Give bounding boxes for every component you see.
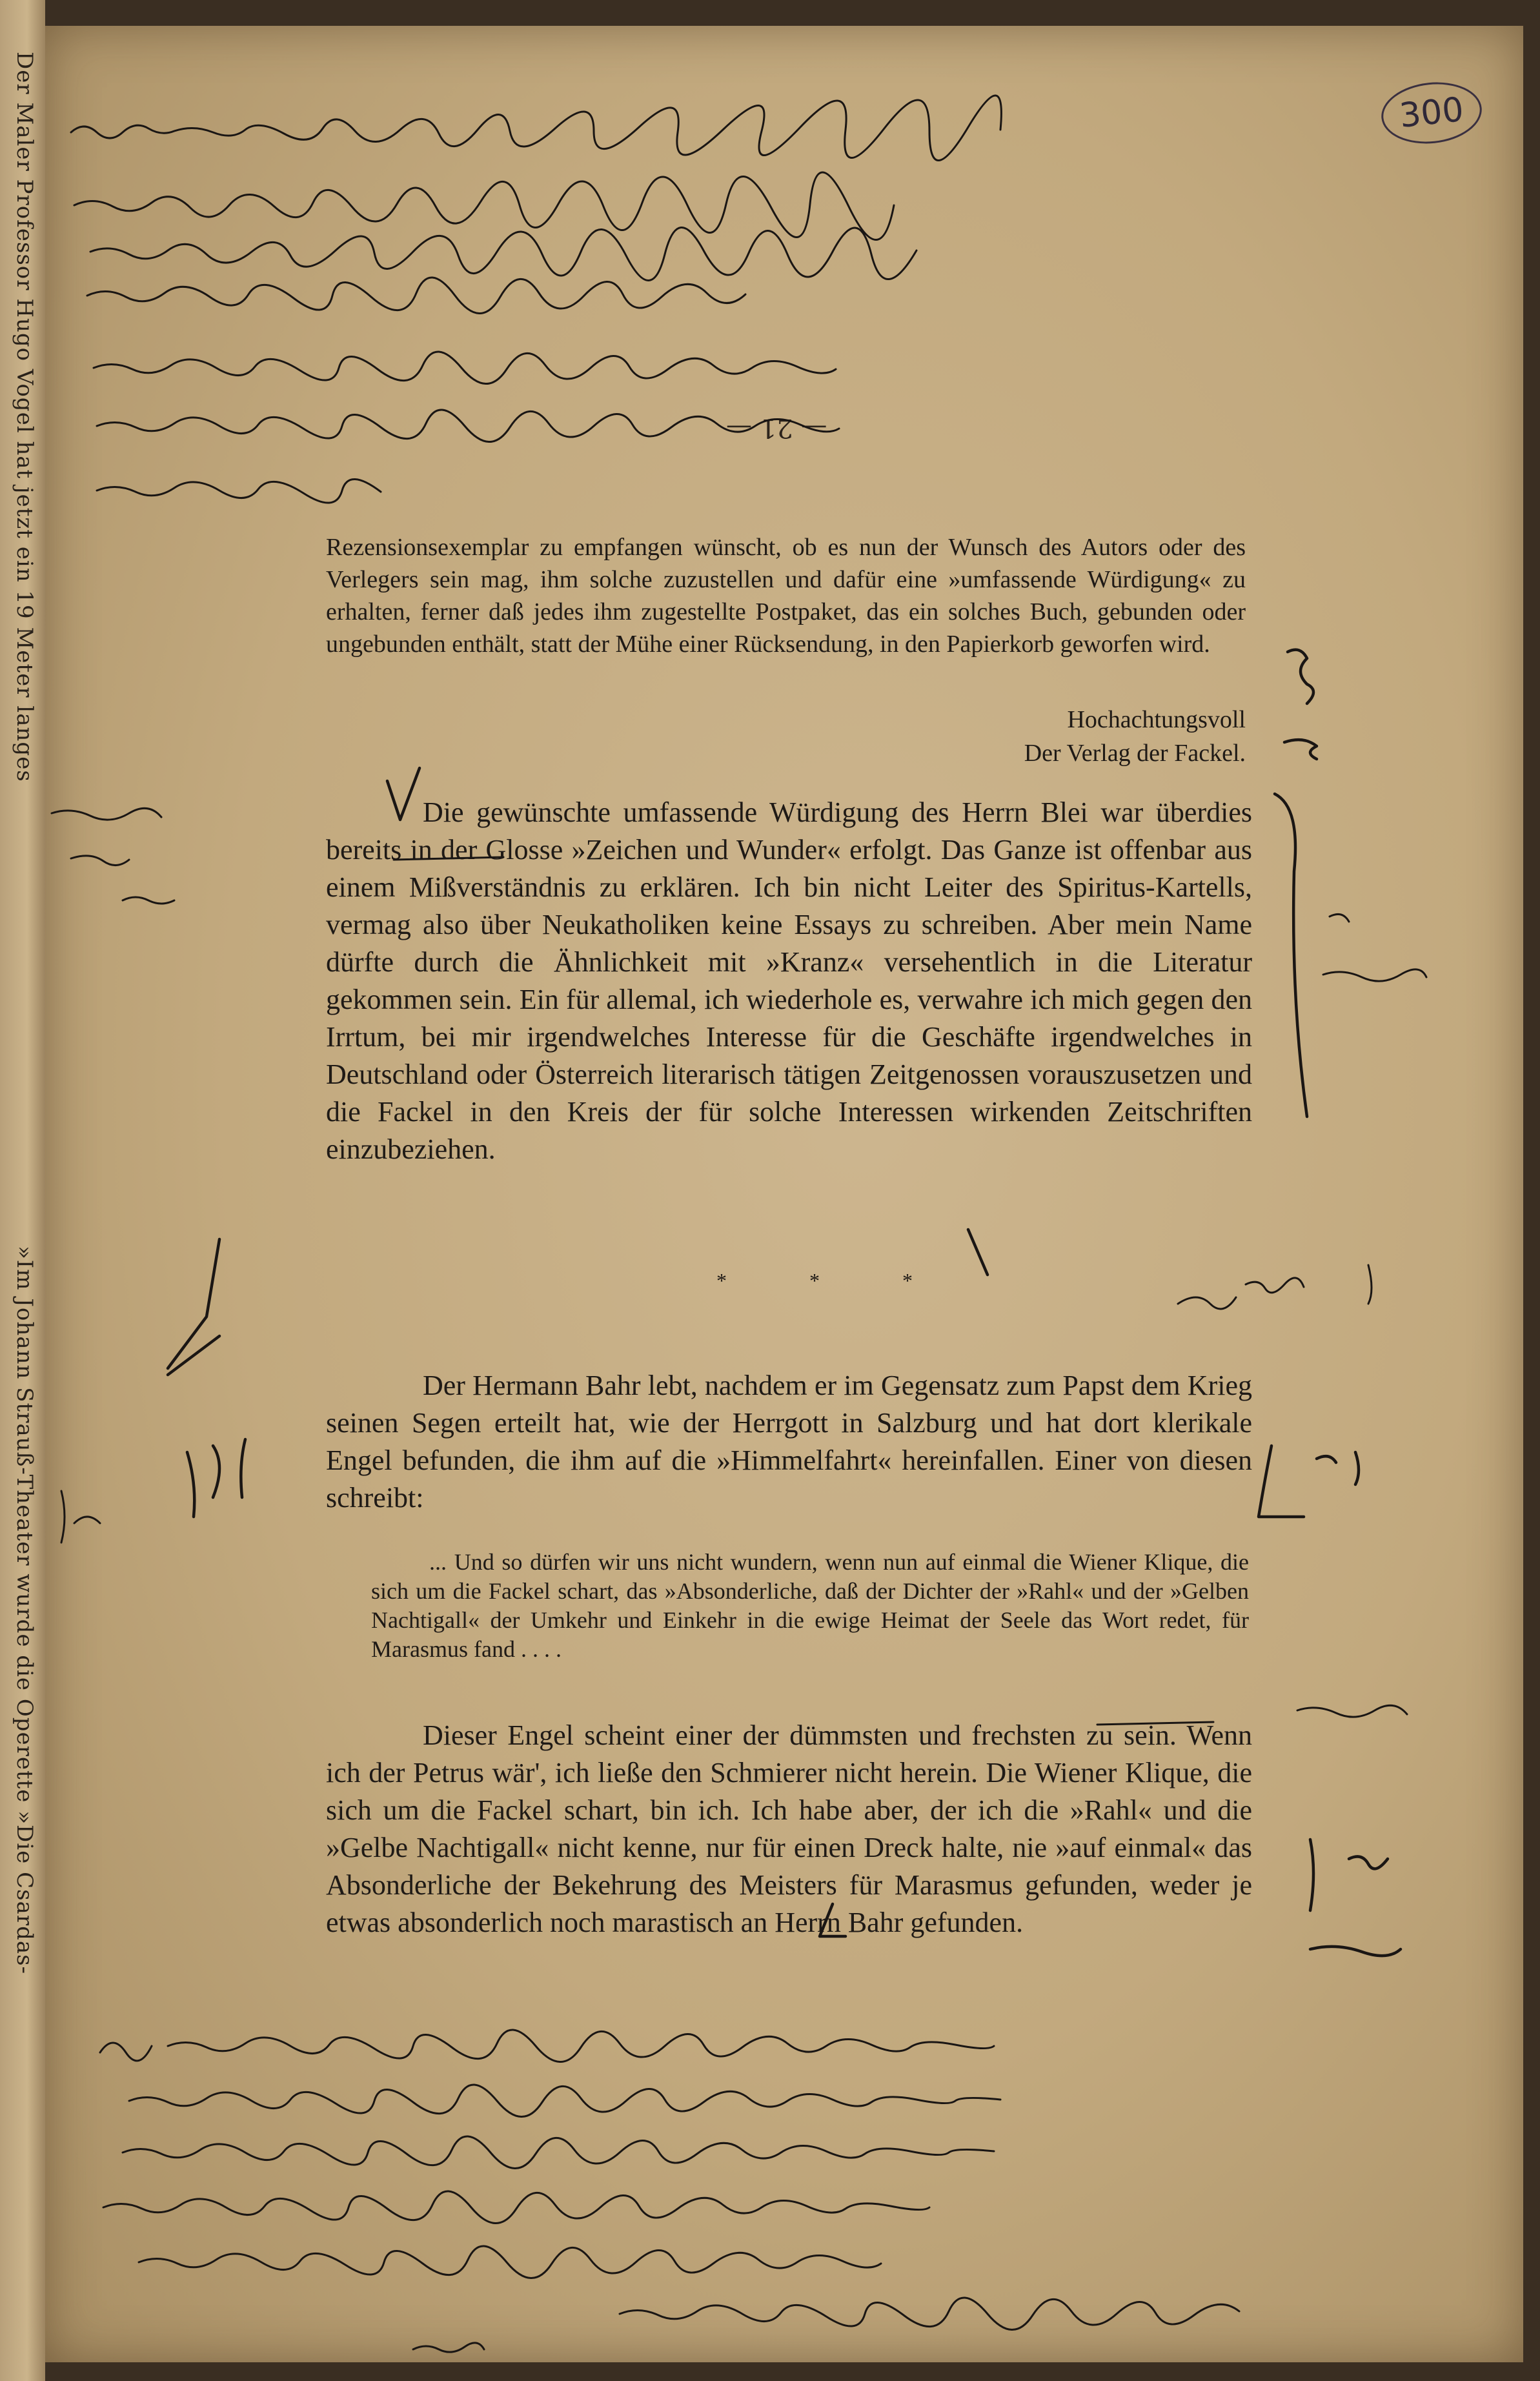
spine-text-top: Der Maler Professor Hugo Vogel hat jetzt ein 19 Meter langes	[12, 52, 37, 782]
paragraph-engel: Dieser Engel scheint einer der dümmsten und frechsten zu sein. Wenn ich der Petrus wär', ich ließe den Schmierer nicht herein. Die Wiener Klique, die sich um die Fackel schart, bin ich. Ich habe aber, der ich die »Rahl« und die »Gelbe Nachtigall« nicht kenne, nur für einen Dreck halte, nie »auf einmal« das Absonderliche der Bekehrung des Meisters für Marasmus gefunden, weder je etwas absonderlich noch marastisch an Herrn Bahr gefunden.	[326, 1719, 1252, 1938]
document-page	[45, 26, 1523, 2362]
spine-text-bottom: »Im Johann Strauß-Theater wurde die Operette »Die Csardas-	[12, 1246, 37, 1975]
signature-greeting: Hochachtungsvoll	[1067, 706, 1246, 733]
section-divider-stars: * * *	[716, 1269, 951, 1292]
paragraph-wuerdigung: Die gewünschte umfassende Würdigung des Herrn Blei war überdies bereits in der Glosse »Zeichen und Wunder« erfolgt. Das Ganze ist offenbar aus einem Mißverständnis zu erklären. Ich bin nicht Leiter des Spiritus-Kartells, vermag also über Neukatholiken keine Essays zu schreiben. Aber mein Name dürfte durch die Ähnlichkeit mit »Kranz« versehentlich in die Literatur gekommen sein. Ein für allemal, ich wiederhole es, verwahre ich mich gegen den Irrtum, bei mir irgendwelches Interesse für die Geschäfte irgendwelches in Deutschland oder Österreich literarisch tätigen Zeitgenossen vorauszusetzen und die Fackel in den Kreis der für solche Interessen wirkenden Zeitschriften einzubeziehen.	[326, 796, 1252, 1165]
paragraph-hermann-bahr: Der Hermann Bahr lebt, nachdem er im Gegensatz zum Papst dem Krieg seinen Segen erteilt hat, wie der Herrgott in Salzburg und hat dort klerikale Engel befunden, die ihm auf die »Himmelfahrt« hereinfallen. Einer von diesen schreibt:	[326, 1370, 1252, 1514]
paragraph-rezension: Rezensionsexemplar zu empfangen wünscht, ob es nun der Wunsch des Autors oder des Verlegers sein mag, ihm solche zuzustellen und dafür eine »umfassende Würdigung« zu erhalten, ferner daß jedes ihm zugestellte Postpaket, das ein solches Buch, gebunden oder ungebunden enthält, statt der Mühe einer Rücksendung, in den Papierkorb geworfen wird.	[326, 534, 1246, 658]
signature-publisher: Der Verlag der Fackel.	[1024, 740, 1246, 767]
book-spine-margin	[0, 0, 45, 2381]
block-quote: ... Und so dürfen wir uns nicht wundern, wenn nun auf einmal die Wiener Klique, die sich um die Fackel schart, das »Absonderliche, daß der Dichter der »Rahl« und der »Gelben Nachtigall« der Umkehr und Einkehr in die ewige Heimat der Seele das Wort redet, für Marasmus fand . . . .	[371, 1549, 1249, 1662]
page-number: — 21 —	[726, 413, 827, 443]
archive-page-stamp: 300	[1379, 77, 1485, 148]
